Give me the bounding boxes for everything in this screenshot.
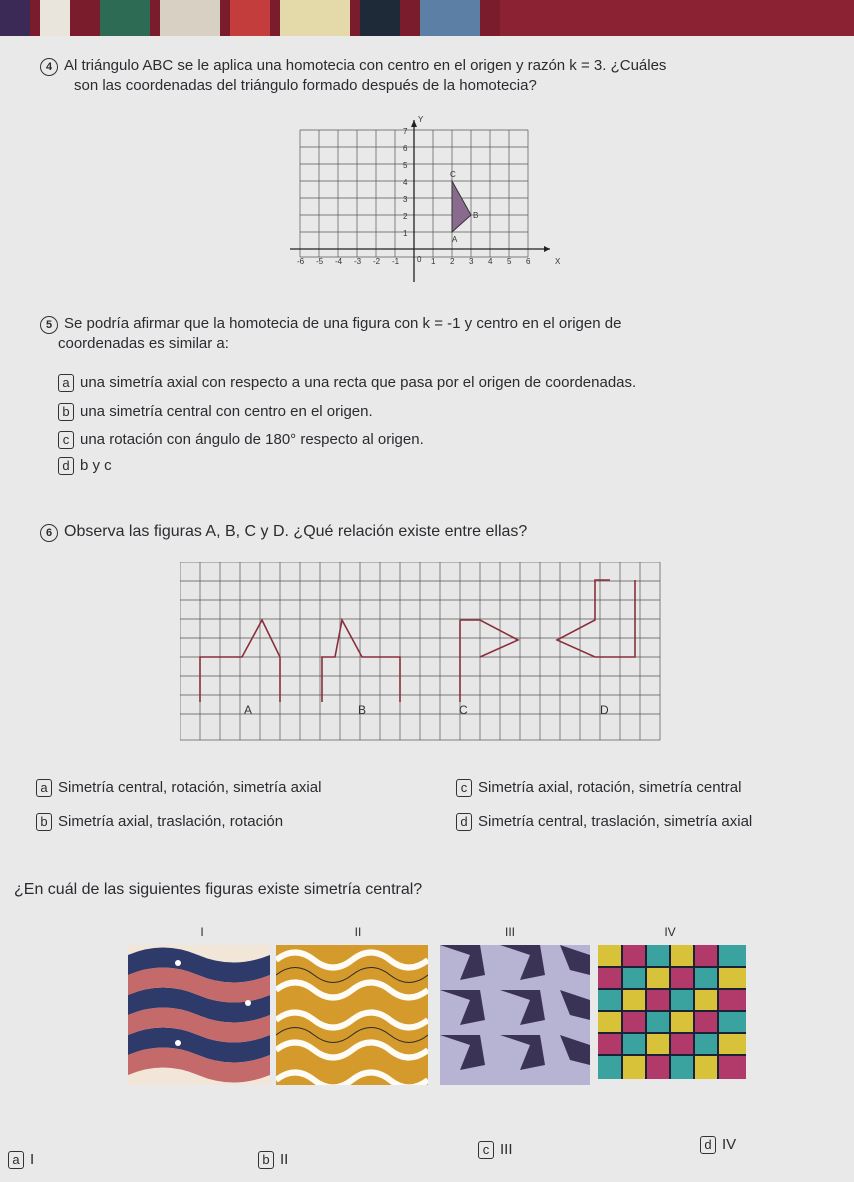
y-tick: 4 bbox=[403, 178, 408, 187]
question-5 bbox=[40, 314, 830, 353]
x-tick: -1 bbox=[392, 257, 400, 266]
question-number: 5 bbox=[40, 316, 58, 334]
q7-option-d[interactable]: d IV bbox=[700, 1135, 736, 1154]
figures-grid bbox=[180, 562, 662, 742]
pattern-i bbox=[128, 945, 270, 1085]
y-tick: 2 bbox=[403, 212, 408, 221]
figure-label: A bbox=[244, 703, 253, 717]
q6-option-b[interactable]: b Simetría axial, traslación, rotación bbox=[36, 812, 283, 831]
question-7 bbox=[14, 880, 422, 899]
vertex-label-a: A bbox=[452, 235, 458, 244]
y-tick: 1 bbox=[403, 229, 408, 238]
question-text-line2: son las coordenadas del triángulo formado después de la homotecia? bbox=[74, 77, 537, 94]
figure-label: B bbox=[358, 703, 367, 717]
q6-option-d[interactable]: d Simetría central, traslación, simetría axial bbox=[456, 812, 752, 831]
question-4 bbox=[40, 56, 830, 95]
x-tick: -2 bbox=[373, 257, 381, 266]
triangle-abc bbox=[452, 181, 471, 232]
x-tick: 4 bbox=[488, 257, 493, 266]
question-number: 6 bbox=[40, 524, 58, 542]
q5-option-a[interactable]: a una simetría axial con respecto a una recta que pasa por el origen de coordenadas. bbox=[58, 373, 636, 392]
q7-option-a[interactable]: a I bbox=[8, 1150, 34, 1169]
image-label: II bbox=[354, 925, 362, 939]
q5-option-d[interactable]: d b y c bbox=[58, 456, 112, 475]
q5-option-c[interactable]: c una rotación con ángulo de 180° respecto al origen. bbox=[58, 430, 424, 449]
y-tick: 3 bbox=[403, 195, 408, 204]
question-text: ¿En cuál de las siguientes figuras existe simetría central? bbox=[14, 881, 423, 898]
x-tick: 3 bbox=[469, 257, 474, 266]
question-text-line1: Al triángulo ABC se le aplica una homotecia con centro en el origen y razón k = 3. ¿Cuáles bbox=[64, 57, 667, 74]
q7-option-b[interactable]: b II bbox=[258, 1150, 288, 1169]
figure-label: C bbox=[459, 703, 468, 717]
vertex-label-b: B bbox=[473, 211, 479, 220]
question-text: Observa las figuras A, B, C y D. ¿Qué relación existe entre ellas? bbox=[64, 523, 528, 540]
x-tick: -3 bbox=[354, 257, 362, 266]
x-tick: 0 bbox=[417, 255, 422, 264]
image-label: IV bbox=[664, 925, 676, 939]
coordinate-plane bbox=[280, 112, 570, 287]
x-tick: -6 bbox=[297, 257, 305, 266]
pattern-iii bbox=[440, 945, 590, 1085]
figure-label: D bbox=[600, 703, 609, 717]
x-tick: -5 bbox=[316, 257, 324, 266]
question-number: 4 bbox=[40, 58, 58, 76]
x-tick: 6 bbox=[526, 257, 531, 266]
question-text-line2: coordenadas es similar a: bbox=[58, 335, 229, 352]
y-tick: 7 bbox=[403, 127, 408, 136]
q6-option-a[interactable]: a Simetría central, rotación, simetría axial bbox=[36, 778, 321, 797]
pattern-ii bbox=[276, 945, 428, 1085]
vertex-label-c: C bbox=[450, 170, 456, 179]
y-tick: 6 bbox=[403, 144, 408, 153]
pattern-iv bbox=[598, 945, 746, 1079]
x-tick: 2 bbox=[450, 257, 455, 266]
x-axis-label: X bbox=[555, 257, 561, 266]
y-tick: 5 bbox=[403, 161, 408, 170]
q6-option-c[interactable]: c Simetría axial, rotación, simetría central bbox=[456, 778, 741, 797]
x-tick: -4 bbox=[335, 257, 343, 266]
image-label: I bbox=[200, 925, 204, 939]
image-label: III bbox=[504, 925, 515, 939]
q5-option-b[interactable]: b una simetría central con centro en el origen. bbox=[58, 402, 373, 421]
decorative-banner bbox=[0, 0, 854, 36]
q7-option-c[interactable]: c III bbox=[478, 1140, 513, 1159]
question-6 bbox=[40, 522, 830, 542]
question-text-line1: Se podría afirmar que la homotecia de una figura con k = -1 y centro en el origen de bbox=[64, 315, 622, 332]
x-tick: 1 bbox=[431, 257, 436, 266]
y-axis-label: Y bbox=[418, 115, 424, 124]
x-tick: 5 bbox=[507, 257, 512, 266]
